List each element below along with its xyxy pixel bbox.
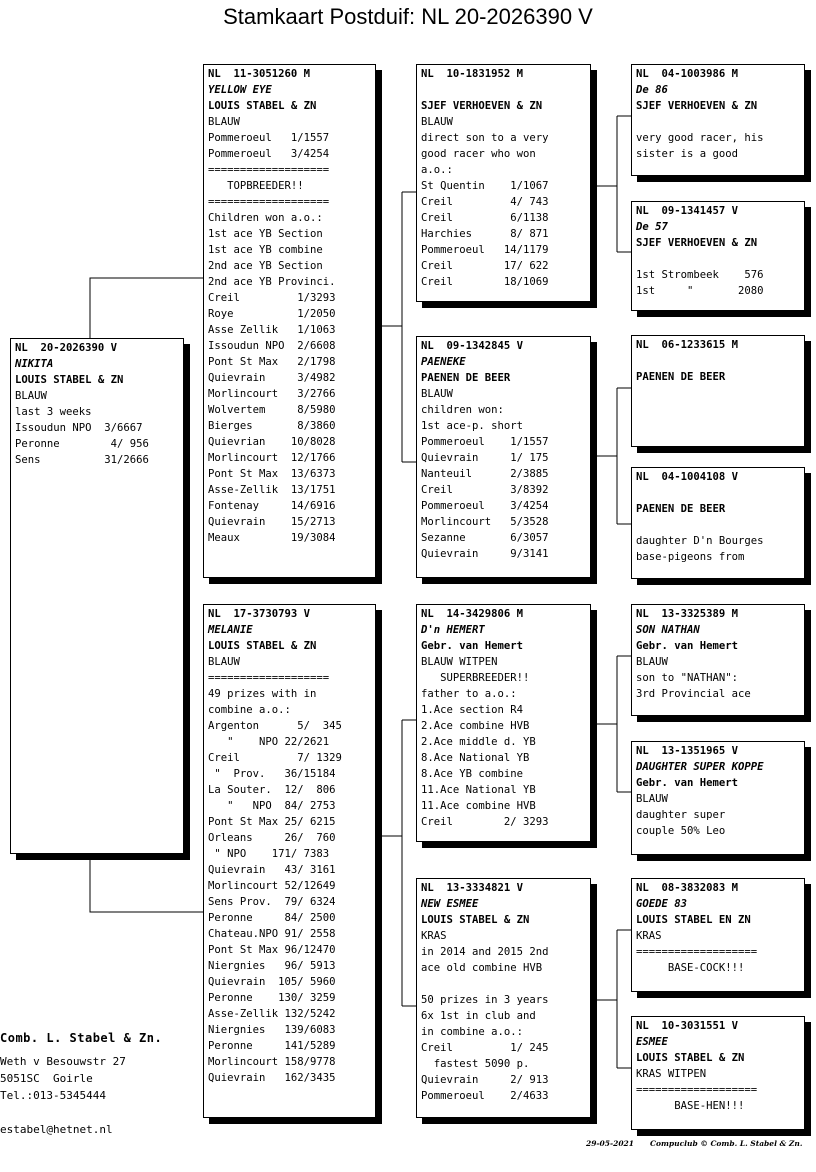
pigeon-card-sire-dam-dam	[631, 467, 805, 579]
result-line: Children won a.o.:	[208, 212, 323, 224]
breeder-email: estabel@hetnet.nl	[0, 1123, 113, 1136]
result-line: Quievrain 105/ 5960	[208, 976, 336, 988]
result-line: Creil 1/3293	[208, 292, 336, 304]
result-line: 1st ace YB Section	[208, 228, 323, 240]
pigeon-card-dam-dam-dam	[631, 1016, 805, 1130]
result-line: Creil 1/ 245	[421, 1042, 549, 1054]
result-line: very good racer, his	[636, 132, 764, 144]
pigeon-owner: PAENEN DE BEER	[636, 503, 726, 515]
result-line: Sezanne 6/3057	[421, 532, 549, 544]
result-line: 1st " 2080	[636, 285, 764, 297]
pigeon-color: BLAUW WITPEN	[421, 656, 498, 668]
pigeon-owner: PAENEN DE BEER	[636, 371, 726, 383]
spacer	[636, 114, 804, 130]
result-line: in combine a.o.:	[421, 1026, 524, 1038]
result-line: Creil 3/8392	[421, 484, 549, 496]
result-line: BASE-HEN!!!	[636, 1100, 745, 1112]
pigeon-color: BLAUW	[421, 388, 453, 400]
result-line: Roye 1/2050	[208, 308, 336, 320]
pigeon-owner: LOUIS STABEL & ZN	[15, 374, 124, 386]
result-line: Wolvertem 8/5980	[208, 404, 336, 416]
pigeon-color: KRAS WITPEN	[636, 1068, 707, 1080]
pigeon-name: De 86	[636, 84, 668, 96]
result-line: in 2014 and 2015 2nd	[421, 946, 549, 958]
result-line: ===================	[208, 164, 330, 176]
result-line: 1st ace-p. short	[421, 420, 524, 432]
pigeon-name: De 57	[636, 221, 668, 233]
result-line: 1st ace YB combine	[208, 244, 323, 256]
pigeon-name: NIKITA	[15, 358, 54, 370]
result-line: Pommeroeul 14/1179	[421, 244, 549, 256]
pigeon-name	[421, 82, 590, 98]
ring-number: NL 17-3730793 V	[208, 608, 311, 620]
footer-credit: Compuclub © Comb. L. Stabel & Zn.	[650, 1139, 803, 1148]
result-line: combine a.o.:	[208, 704, 291, 716]
pigeon-owner: LOUIS STABEL & ZN	[208, 640, 317, 652]
result-line: Peronne 4/ 956	[15, 438, 149, 450]
result-line: children won:	[421, 404, 504, 416]
result-line: sister is a good	[636, 148, 739, 160]
connector-subject-dam	[90, 856, 205, 912]
result-line: Pont St Max 96/12470	[208, 944, 336, 956]
page-title: Stamkaart Postduif: NL 20-2026390 V	[223, 4, 593, 29]
pigeon-owner: SJEF VERHOEVEN & ZN	[421, 100, 543, 112]
result-line: Nanteuil 2/3885	[421, 468, 549, 480]
result-line: Morlincourt 5/3528	[421, 516, 549, 528]
result-line: good racer who won	[421, 148, 536, 160]
result-line: Quievrain 1/ 175	[421, 452, 549, 464]
result-line: father to a.o.:	[421, 688, 517, 700]
result-line: daughter D'n Bourges	[636, 535, 764, 547]
ring-number: NL 04-1004108 V	[636, 471, 739, 483]
result-line: Quievrain 2/ 913	[421, 1074, 549, 1086]
ring-number: NL 11-3051260 M	[208, 68, 311, 80]
result-line: Quievrain 9/3141	[421, 548, 549, 560]
result-line: Orleans 26/ 760	[208, 832, 336, 844]
pigeon-name	[636, 353, 804, 369]
result-line: Pommeroeul 1/1557	[208, 132, 330, 144]
result-line: Quievrain 15/2713	[208, 516, 336, 528]
pigeon-owner: LOUIS STABEL & ZN	[208, 100, 317, 112]
pigeon-name: NEW ESMEE	[421, 898, 479, 910]
connector-sire-parents	[378, 192, 418, 462]
result-line: base-pigeons from	[636, 551, 745, 563]
pigeon-color: KRAS	[636, 930, 662, 942]
result-line: Creil 17/ 622	[421, 260, 549, 272]
spacer	[636, 385, 804, 401]
ring-number: NL 13-3325389 M	[636, 608, 739, 620]
pigeon-color: BLAUW	[208, 656, 240, 668]
pigeon-color: KRAS	[421, 930, 447, 942]
ring-number: NL 08-3832083 M	[636, 882, 739, 894]
result-line: Morlincourt 12/1766	[208, 452, 336, 464]
pigeon-color: BLAUW	[208, 116, 240, 128]
result-line: Pommeroeul 3/4254	[208, 148, 330, 160]
pigeon-card-sire	[203, 64, 376, 578]
result-line: Issoudun NPO 3/6667	[15, 422, 143, 434]
breeder-info	[0, 1030, 162, 1138]
ring-number: NL 10-1831952 M	[421, 68, 524, 80]
pigeon-card-sire-sire	[416, 64, 591, 302]
result-line: Sens Prov. 79/ 6324	[208, 896, 336, 908]
result-line: Pommeroeul 1/1557	[421, 436, 549, 448]
result-line: 1.Ace section R4	[421, 704, 524, 716]
result-line: " NPO 22/2621	[208, 736, 330, 748]
result-line: Quievrain 3/4982	[208, 372, 336, 384]
result-line: Pont St Max 13/6373	[208, 468, 336, 480]
result-line: Peronne 141/5289	[208, 1040, 336, 1052]
ring-number: NL 20-2026390 V	[15, 342, 118, 354]
result-line: 2nd ace YB Section	[208, 260, 323, 272]
result-line: Pont St Max 25/ 6215	[208, 816, 336, 828]
result-line: Issoudun NPO 2/6608	[208, 340, 336, 352]
breeder-name: Comb. L. Stabel & Zn.	[0, 1031, 163, 1045]
ring-number: NL 09-1341457 V	[636, 205, 739, 217]
result-line: daughter super	[636, 809, 726, 821]
result-line: ace old combine HVB	[421, 962, 543, 974]
connector-ds-parents	[593, 656, 633, 792]
pigeon-color: BLAUW	[636, 656, 668, 668]
result-line: Peronne 84/ 2500	[208, 912, 336, 924]
pigeon-name: SON NATHAN	[636, 624, 700, 636]
result-line: " NPO 171/ 7383	[208, 848, 330, 860]
result-line: Argenton 5/ 345	[208, 720, 342, 732]
pigeon-name: PAENEKE	[421, 356, 466, 368]
result-line: 8.Ace National YB	[421, 752, 530, 764]
result-line: Niergnies 96/ 5913	[208, 960, 336, 972]
result-line: 11.Ace National YB	[421, 784, 536, 796]
result-line: Pommeroeul 2/4633	[421, 1090, 549, 1102]
pigeon-color: BLAUW	[15, 390, 47, 402]
pigeon-card-dam	[203, 604, 376, 1118]
result-line: 3rd Provincial ace	[636, 688, 751, 700]
result-line: couple 50% Leo	[636, 825, 726, 837]
pigeon-color: BLAUW	[636, 793, 668, 805]
result-line: Morlincourt 52/12649	[208, 880, 336, 892]
pigeon-card-sire-sire-sire	[631, 64, 805, 176]
pigeon-card-dam-dam	[416, 878, 591, 1118]
result-line: ===================	[636, 1084, 758, 1096]
result-line: " NPO 84/ 2753	[208, 800, 336, 812]
result-line: St Quentin 1/1067	[421, 180, 549, 192]
result-line: SUPERBREEDER!!	[421, 672, 530, 684]
result-line: Niergnies 139/6083	[208, 1024, 336, 1036]
result-line: Quievrain 162/3435	[208, 1072, 336, 1084]
result-line: Pommeroeul 3/4254	[421, 500, 549, 512]
pigeon-owner: SJEF VERHOEVEN & ZN	[636, 100, 758, 112]
result-line: 49 prizes with in	[208, 688, 317, 700]
result-line: Bierges 8/3860	[208, 420, 336, 432]
result-line: Quievrian 10/8028	[208, 436, 336, 448]
result-line: direct son to a very	[421, 132, 549, 144]
result-line: BASE-COCK!!!	[636, 962, 745, 974]
pigeon-card-sire-sire-dam	[631, 201, 805, 311]
connector-subject-sire	[90, 278, 205, 340]
pigeon-name	[636, 485, 804, 501]
result-line: Creil 7/ 1329	[208, 752, 342, 764]
spacer	[636, 251, 804, 267]
result-line: Asse Zellik 1/1063	[208, 324, 336, 336]
pigeon-owner: LOUIS STABEL EN ZN	[636, 914, 751, 926]
spacer	[636, 517, 804, 533]
ring-number: NL 14-3429806 M	[421, 608, 524, 620]
ring-number: NL 06-1233615 M	[636, 339, 739, 351]
result-line: son to "NATHAN":	[636, 672, 739, 684]
breeder-address-line: 5051SC Goirle	[0, 1072, 93, 1085]
connector-ss-parents	[593, 116, 633, 252]
pigeon-name: DAUGHTER SUPER KOPPE	[636, 761, 764, 773]
result-line: 50 prizes in 3 years	[421, 994, 549, 1006]
result-line: 8.Ace YB combine	[421, 768, 524, 780]
pigeon-owner: SJEF VERHOEVEN & ZN	[636, 237, 758, 249]
result-line: Meaux 19/3084	[208, 532, 336, 544]
breeder-address-line: Weth v Besouwstr 27	[0, 1055, 126, 1068]
pigeon-card-sire-dam-sire	[631, 335, 805, 447]
result-line: Harchies 8/ 871	[421, 228, 549, 240]
result-line: 1st Strombeek 576	[636, 269, 764, 281]
pigeon-name: MELANIE	[208, 624, 253, 636]
result-line: 11.Ace combine HVB	[421, 800, 536, 812]
ring-number: NL 13-1351965 V	[636, 745, 739, 757]
result-line: last 3 weeks	[15, 406, 92, 418]
pigeon-owner: LOUIS STABEL & ZN	[636, 1052, 745, 1064]
result-line: ===================	[208, 672, 330, 684]
pigeon-card-dam-sire-sire	[631, 604, 805, 716]
result-line: Fontenay 14/6916	[208, 500, 336, 512]
result-line: Quievrain 43/ 3161	[208, 864, 336, 876]
ring-number: NL 10-3031551 V	[636, 1020, 739, 1032]
connector-sd-parents	[593, 388, 633, 524]
pigeon-name: GOEDE 83	[636, 898, 688, 910]
result-line: a.o.:	[421, 164, 453, 176]
pigeon-card-dam-sire	[416, 604, 591, 842]
result-line: " Prov. 36/15184	[208, 768, 336, 780]
result-line: Creil 18/1069	[421, 276, 549, 288]
result-line: TOPBREEDER!!	[208, 180, 304, 192]
pigeon-name: D'n HEMERT	[421, 624, 485, 636]
pigeon-owner: PAENEN DE BEER	[421, 372, 511, 384]
breeder-phone: Tel.:013-5345444	[0, 1089, 106, 1102]
connector-dam-parents	[378, 720, 418, 1006]
result-line: Asse-Zellik 13/1751	[208, 484, 336, 496]
result-line: 2.Ace combine HVB	[421, 720, 530, 732]
result-line: Pont St Max 2/1798	[208, 356, 336, 368]
pigeon-card-subject	[10, 338, 184, 854]
pigeon-owner: Gebr. van Hemert	[636, 777, 739, 789]
result-line: ===================	[636, 946, 758, 958]
connector-dd-parents	[593, 930, 633, 1068]
result-line: 2.Ace middle d. YB	[421, 736, 536, 748]
ring-number: NL 04-1003986 M	[636, 68, 739, 80]
pigeon-card-sire-dam	[416, 336, 591, 578]
ring-number: NL 09-1342845 V	[421, 340, 524, 352]
ring-number: NL 13-3334821 V	[421, 882, 524, 894]
result-line: Morlincourt 3/2766	[208, 388, 336, 400]
pigeon-owner: LOUIS STABEL & ZN	[421, 914, 530, 926]
result-line: Creil 4/ 743	[421, 196, 549, 208]
result-line: 2nd ace YB Provinci.	[208, 276, 336, 288]
pigeon-color: BLAUW	[421, 116, 453, 128]
result-line: Morlincourt 158/9778	[208, 1056, 336, 1068]
result-line: fastest 5090 p.	[421, 1058, 530, 1070]
pigeon-name: YELLOW EYE	[208, 84, 272, 96]
result-line: Peronne 130/ 3259	[208, 992, 336, 1004]
result-line: Asse-Zellik 132/5242	[208, 1008, 336, 1020]
pigeon-owner: Gebr. van Hemert	[636, 640, 739, 652]
result-line: ===================	[208, 196, 330, 208]
result-line	[421, 976, 590, 992]
pigeon-owner: Gebr. van Hemert	[421, 640, 524, 652]
footer-date: 29-05-2021	[586, 1139, 634, 1148]
pigeon-name: ESMEE	[636, 1036, 668, 1048]
pigeon-card-dam-dam-sire	[631, 878, 805, 992]
result-line: Sens 31/2666	[15, 454, 149, 466]
result-line: La Souter. 12/ 806	[208, 784, 336, 796]
result-line: 6x 1st in club and	[421, 1010, 536, 1022]
result-line: Creil 6/1138	[421, 212, 549, 224]
pigeon-card-dam-sire-dam	[631, 741, 805, 855]
result-line: Creil 2/ 3293	[421, 816, 549, 828]
result-line: Chateau.NPO 91/ 2558	[208, 928, 336, 940]
